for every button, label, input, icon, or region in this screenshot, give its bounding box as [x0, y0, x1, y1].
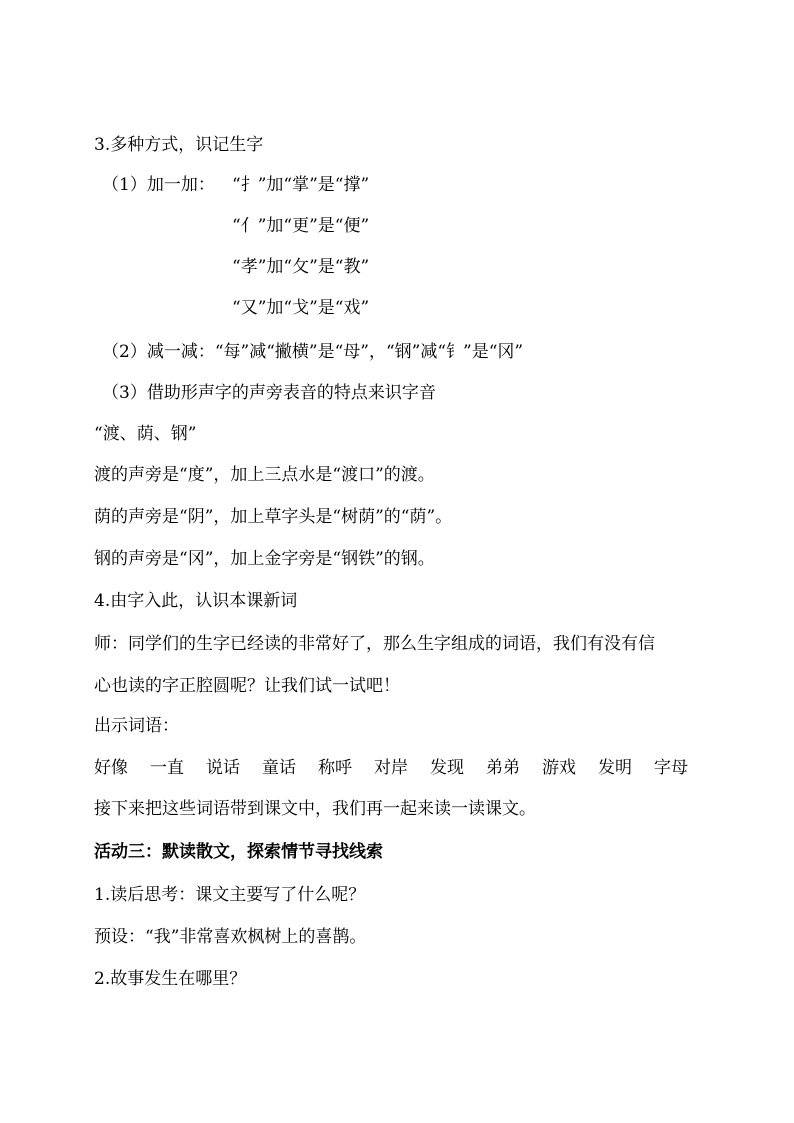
question-1: 1.读后思考：课文主要写了什么呢？	[94, 885, 366, 905]
add-example-2: “亻”加“更”是“便”	[232, 216, 370, 236]
word-item: 发明	[598, 758, 632, 778]
section-3-title: 3.多种方式，识记生字	[94, 135, 264, 155]
yin-explanation: 荫的声旁是“阴”，加上草字头是“树荫”的“荫”。	[94, 507, 453, 527]
preset-answer: 预设：“我”非常喜欢枫树上的喜鹊。	[94, 927, 367, 947]
word-item: 游戏	[542, 758, 576, 778]
word-item: 弟弟	[486, 758, 520, 778]
word-item: 一直	[150, 758, 184, 778]
phonetic-method-line: （3）借助形声字的声旁表音的特点来识字音	[102, 383, 436, 403]
activity-3-heading: 活动三：默读散文，探索情节寻找线索	[94, 842, 383, 862]
question-2: 2.故事发生在哪里？	[94, 969, 247, 989]
word-item: 发现	[430, 758, 464, 778]
word-item: 字母	[654, 758, 688, 778]
section-4-title: 4.由字入此，认识本课新词	[94, 591, 298, 611]
du-explanation: 渡的声旁是“度”，加上三点水是“渡口”的渡。	[94, 465, 435, 485]
word-item: 说话	[206, 758, 240, 778]
example-characters: “渡、荫、钢”	[94, 424, 197, 444]
next-step-line: 接下来把这些词语带到课文中，我们再一起来读一读课文。	[94, 799, 536, 819]
word-item: 称呼	[318, 758, 352, 778]
teacher-line-1: 师：同学们的生字已经读的非常好了，那么生字组成的词语，我们有没有信	[94, 634, 655, 654]
word-item: 童话	[262, 758, 296, 778]
add-example-1: “扌”加“掌”是“撑”	[232, 175, 370, 195]
word-list	[94, 756, 710, 780]
add-example-4: “又”加“戈”是“戏”	[232, 298, 370, 318]
teacher-line-2: 心也读的字正腔圆呢？让我们试一试吧！	[94, 676, 400, 696]
show-words-label: 出示词语：	[94, 716, 179, 736]
add-method-label: （1）加一加：	[102, 175, 215, 195]
word-item: 好像	[94, 758, 128, 778]
word-item: 对岸	[374, 758, 408, 778]
subtract-method-line: （2）减一减：“每”减“撇横”是“母”，“钢”减“钅”是“冈”	[102, 342, 524, 362]
gang-explanation: 钢的声旁是“冈”，加上金字旁是“钢铁”的钢。	[94, 549, 435, 569]
add-example-3: “孝”加“攵”是“教”	[232, 257, 370, 277]
